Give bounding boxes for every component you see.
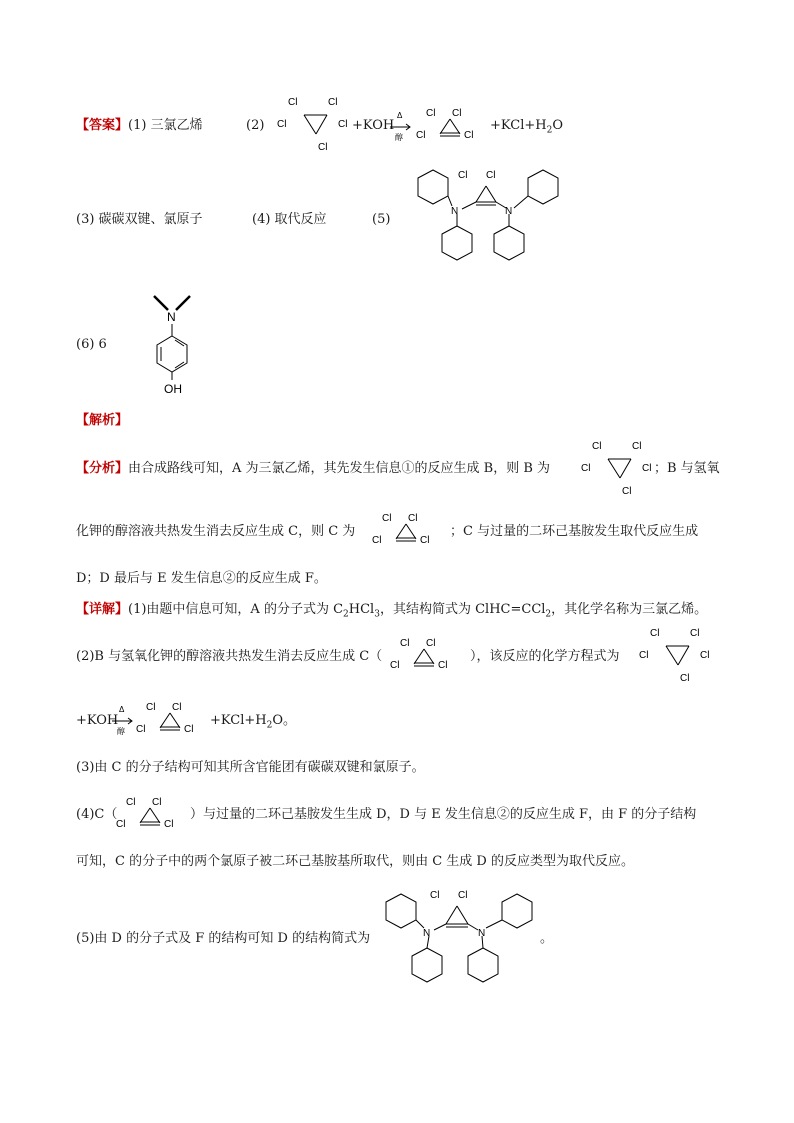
xiangjie-line-1: 【详解】(1)由题中信息可知，A 的分子式为 $C_2HCl_3$，其结构简式为 ClHC=CCl$_2$，其化学名称为三氯乙烯。 xyxy=(76,602,708,620)
atom-cl: Cl xyxy=(338,119,348,130)
atom-cl: Cl xyxy=(288,97,298,108)
atom-cl: Cl xyxy=(126,797,136,808)
fenxi-line-1b: ；B 与氢氧 xyxy=(654,461,720,476)
atom-n: N xyxy=(478,928,486,939)
atom-cl: Cl xyxy=(164,819,174,830)
atom-cl: Cl xyxy=(420,535,430,546)
structure-d-analysis xyxy=(378,882,544,990)
xiangjie-line-4b: ）与过量的二环己基胺发生生成 D，D 与 E 发生信息②的反应生成 F，由 F 的分子结构 xyxy=(190,807,697,822)
xiangjie-line-2a: (2)B 与氢氧化钾的醇溶液共热发生消去反应生成 C（ xyxy=(76,649,383,664)
atom-cl: Cl xyxy=(452,108,462,119)
atom-n: N xyxy=(505,206,513,217)
atom-n: N xyxy=(423,928,431,939)
arrow-condition-top: Δ xyxy=(119,705,125,714)
benzene-ring xyxy=(157,336,187,372)
atom-cl: Cl xyxy=(152,797,162,808)
atom-cl: Cl xyxy=(592,441,602,452)
atom-cl: Cl xyxy=(642,463,652,474)
answer-q5: (5) xyxy=(372,212,391,227)
equation-products: $+KCl+H_2O$。 xyxy=(210,713,296,731)
fenxi-line-2: 化钾的醇溶液共热发生消去反应生成 C，则 C 为 xyxy=(76,524,356,539)
products-text: $+KCl+H_2O$ xyxy=(490,118,563,136)
cyclohexane-ring xyxy=(528,170,558,204)
atom-cl: Cl xyxy=(639,650,649,661)
atom-cl: Cl xyxy=(184,724,194,735)
reaction-arrow xyxy=(388,110,414,144)
atom-cl: Cl xyxy=(146,702,156,713)
atom-cl: Cl xyxy=(426,108,436,119)
answer-tag: 【答案】 xyxy=(76,118,129,133)
cyclohexane-ring xyxy=(502,894,532,928)
reagent-koh: +KOH xyxy=(352,118,395,133)
atom-cl: Cl xyxy=(680,673,690,684)
cyclohexane-ring xyxy=(468,948,498,982)
xiangjie-line-4c: 可知，C 的分子中的两个氯原子被二环己基胺基所取代，则由 C 生成 D 的反应类型为取代反应。 xyxy=(76,854,634,869)
answer-q4: (4) 取代反应 xyxy=(252,212,327,227)
xiangjie-line-2b: ），该反应的化学方程式为 xyxy=(470,649,620,664)
atom-n: N xyxy=(451,206,459,217)
atom-cl: Cl xyxy=(318,142,328,153)
structure-b-analysis xyxy=(578,439,658,501)
xiangjie-line-5: (5)由 D 的分子式及 F 的结构可知 D 的结构简式为 xyxy=(76,931,371,946)
atom-cl: Cl xyxy=(136,724,146,735)
atom-cl: Cl xyxy=(700,650,710,661)
atom-cl: Cl xyxy=(430,890,440,901)
atom-cl: Cl xyxy=(390,660,400,671)
atom-cl: Cl xyxy=(458,170,468,181)
atom-cl: Cl xyxy=(382,513,392,524)
structure-c-equation xyxy=(132,700,212,740)
atom-cl: Cl xyxy=(690,628,700,639)
atom-cl: Cl xyxy=(277,119,287,130)
atom-cl: Cl xyxy=(650,628,660,639)
atom-cl: Cl xyxy=(486,170,496,181)
equation-koh: +KOH xyxy=(76,713,119,728)
cyclohexane-ring xyxy=(442,226,472,260)
structure-c-analysis xyxy=(368,511,448,551)
answer-q2: (2) xyxy=(246,118,265,133)
structure-c-inline xyxy=(386,636,466,676)
cyclohexane-ring xyxy=(418,170,448,204)
atom-cl: Cl xyxy=(116,819,126,830)
answer-q6: (6) 6 xyxy=(76,337,107,352)
atom-cl: Cl xyxy=(372,535,382,546)
cyclohexane-ring xyxy=(412,948,442,982)
atom-cl: Cl xyxy=(172,702,182,713)
atom-oh: OH xyxy=(164,382,182,396)
xiangjie-line-3: (3)由 C 的分子结构可知其所含官能团有碳碳双键和氯原子。 xyxy=(76,760,425,775)
fenxi-line-1: 【分析】由合成路线可知，A 为三氯乙烯，其先发生信息①的反应生成 B，则 B 为 xyxy=(76,461,551,476)
atom-cl: Cl xyxy=(400,638,410,649)
fenxi-line-2b: ；C 与过量的二环己基胺发生取代反应生成 xyxy=(450,524,699,539)
xiangjie-line-5-end: 。 xyxy=(540,931,554,946)
atom-cl: Cl xyxy=(408,513,418,524)
structure-c-inline-2 xyxy=(112,795,192,835)
arrow-condition-bottom: 醇 xyxy=(395,133,403,142)
atom-cl: Cl xyxy=(328,97,338,108)
structure-b-answer xyxy=(274,95,354,157)
structure-dimethylaminophenol xyxy=(146,292,206,398)
atom-cl: Cl xyxy=(458,890,468,901)
structure-d-answer xyxy=(400,164,566,272)
xiangjie-line-4a: (4)C（ xyxy=(76,807,118,822)
structure-b-inline xyxy=(636,626,716,688)
cyclopropane-ring xyxy=(304,115,327,134)
structure-c-answer xyxy=(412,106,492,146)
atom-cl: Cl xyxy=(438,660,448,671)
answer-line-1 xyxy=(76,117,203,135)
atom-cl: Cl xyxy=(426,638,436,649)
cyclohexane-ring xyxy=(386,894,416,928)
atom-n: N xyxy=(167,310,176,324)
atom-cl: Cl xyxy=(581,463,591,474)
atom-cl: Cl xyxy=(464,130,474,141)
fenxi-line-3: D；D 最后与 E 发生信息②的反应生成 F。 xyxy=(76,571,327,586)
atom-cl: Cl xyxy=(416,130,426,141)
atom-cl: Cl xyxy=(622,486,632,497)
arrow-condition-bottom: 醇 xyxy=(117,727,125,736)
arrow-condition-top: Δ xyxy=(397,111,403,120)
cyclohexane-ring xyxy=(494,226,524,260)
answer-q3: (3) 碳碳双键、氯原子 xyxy=(76,212,203,227)
atom-cl: Cl xyxy=(632,441,642,452)
jiexi-heading: 【解析】 xyxy=(76,413,129,428)
answer-q1: (1) 三氯乙烯 xyxy=(128,118,203,133)
